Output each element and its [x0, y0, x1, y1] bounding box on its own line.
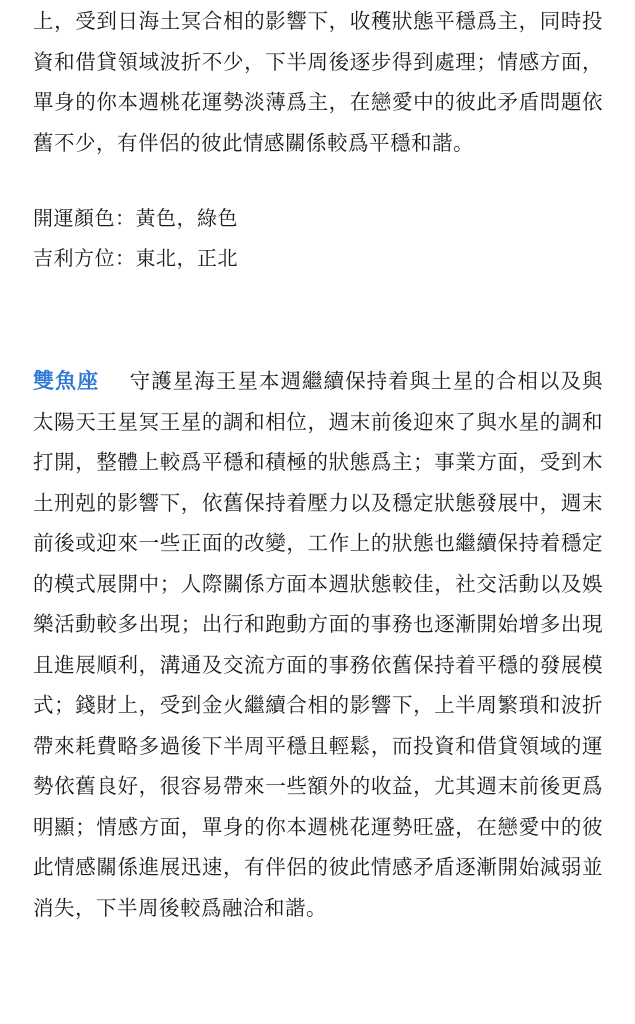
lucky-info — [33, 198, 603, 278]
lucky-direction: 吉利方位：東北，正北 — [33, 246, 238, 270]
horoscope-article — [33, 0, 603, 928]
pisces-text: 守護星海王星本週繼續保持着與土星的合相以及與太陽天王星冥王星的調和相位，週末前後迎來了與水星的調和打開，整體上較爲平穩和積極的狀態爲主；事業方面，受到木土刑剋的影響下，依舊保持着壓力以及穩定狀態發展中，週末前後或迎來一些正面的改變，工作上的狀態也繼續保持着穩定的模式展開中；人際關係方面本週狀態較佳，社交活動以及娛樂活動較多出現；出行和跑動方面的事務也逐漸開始增多出現且進展順利，溝通及交流方面的事務依舊保持着平穩的發展模式；錢財上，受到金火繼續合相的影響下，上半周繁瑣和波折帶來耗費略多過後下半周平穩且輕鬆，而投資和借貸領域的運勢依舊良好，很容易帶來一些額外的收益，尤其週末前後更爲明顯；情感方面，單身的你本週桃花運勢旺盛，在戀愛中的彼此情感關係進展迅速，有伴侶的彼此情感矛盾逐漸開始減弱並消失，下半周後較爲融洽和諧。 — [33, 369, 604, 920]
previous-sign-paragraph: 上，受到日海土冥合相的影響下，收穫狀態平穩爲主，同時投資和借貸領域波折不少，下半周後逐步得到處理；情感方面，單身的你本週桃花運勢淡薄爲主，在戀愛中的彼此矛盾問題依舊不少，有伴侶的彼此情感關係較爲平穩和諧。 — [33, 9, 603, 155]
pisces-heading: 雙魚座 — [33, 369, 100, 393]
pisces-paragraph — [33, 361, 603, 928]
lucky-color: 開運顏色：黃色，綠色 — [33, 206, 238, 230]
